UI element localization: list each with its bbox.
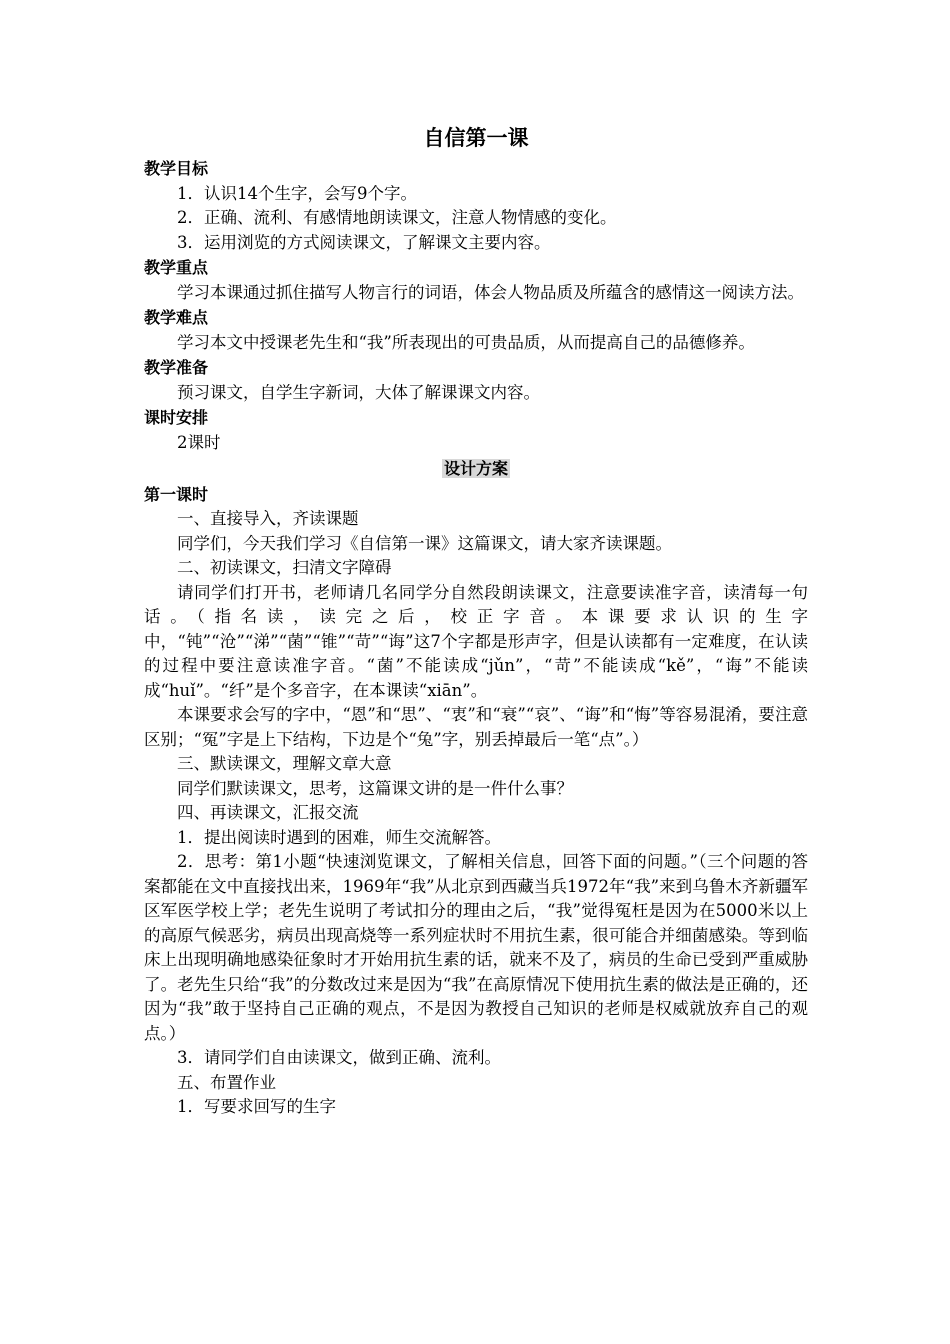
prep-text: 预习课文，自学生字新词，大体了解课课文内容。	[177, 382, 540, 402]
lesson-paragraph: 3．请同学们自由读课文，做到正确、流利。	[177, 1048, 501, 1067]
goal-item: 2．正确、流利、有感情地朗读课文，注意人物情感的变化。	[177, 208, 617, 227]
section-heading-prep: 教学准备	[144, 358, 209, 377]
lesson1-heading: 第一课时	[144, 484, 209, 504]
lesson-paragraph: 1．提出阅读时遇到的困难，师生交流解答。	[177, 827, 501, 847]
document-page	[144, 120, 808, 1120]
section-heading-difficulty: 教学难点	[144, 308, 209, 327]
lesson-paragraph: 二、初读课文，扫清文字障碍	[177, 558, 392, 577]
lesson-paragraph: 2．思考：第1小题“快速浏览课文，了解相关信息，回答下面的问题。”（三个问题的答案都能在文中直接找出来，1969年“我”从北京到西藏当兵1972年“我”来到乌鲁木齐新疆军区军医学校上学；老先生说明了考试扣分的理由之后，“我”觉得冤枉是因为在5000米以上的高原气候恶劣，病员出现高烧等一系列症状时不用抗生素，很可能合并细菌感染。等到临床上出现明确地感染征象时才开始用抗生素的话，就来不及了，病员的生命已受到严重威胁了。老先生只给“我”的分数改过来是因为“我”在高原情况下使用抗生素的做法是正确的，还因为“我”敢于坚持自己正确的观点，不是因为教授自己知识的老师是权威就放弃自己的观点。）	[144, 852, 808, 1043]
difficulty-text: 学习本文中授课老先生和“我”所表现出的可贵品质，从而提高自己的品德修养。	[177, 332, 755, 352]
section-heading-schedule: 课时安排	[144, 408, 209, 427]
lesson-paragraph: 四、再读课文，汇报交流	[177, 803, 359, 822]
lesson-paragraph: 三、默读课文，理解文章大意	[177, 754, 392, 773]
goal-item: 3．运用浏览的方式阅读课文，了解课文主要内容。	[177, 232, 551, 252]
goal-item: 1．认识14个生字，会写9个字。	[177, 183, 417, 203]
lesson-paragraph: 1．写要求回写的生字	[177, 1097, 336, 1116]
design-heading: 设计方案	[443, 459, 508, 478]
schedule-text: 2课时	[177, 432, 221, 452]
lesson-paragraph: 同学们，今天我们学习《自信第一课》这篇课文，请大家齐读课题。	[177, 533, 672, 553]
section-heading-goals: 教学目标	[144, 159, 209, 178]
lesson-paragraph: 同学们默读课文，思考，这篇课文讲的是一件什么事？	[177, 778, 573, 798]
design-heading-wrap	[144, 457, 808, 482]
lesson-paragraph: 五、布置作业	[177, 1072, 276, 1092]
lesson-paragraph: 一、直接导入，齐读课题	[177, 509, 359, 528]
document-title: 自信第一课	[423, 126, 529, 150]
focus-text: 学习本课通过抓住描写人物言行的词语，体会人物品质及所蕴含的感情这一阅读方法。	[177, 282, 804, 302]
section-heading-focus: 教学重点	[144, 258, 209, 277]
lesson-paragraph: 本课要求会写的字中，“恩”和“思”、“衷”和“衰”“哀”、“诲”和“悔”等容易混淆，要注意区别；“冤”字是上下结构，下边是个“兔”字，别丢掉最后一笔“点”。）	[144, 705, 808, 749]
lesson-paragraph: 请同学们打开书，老师请几名同学分自然段朗读课文，注意要读准字音，读清每一句话。（指名读，读完之后，校正字音。本课要求认识的生字中，“钝”“沧”“涕”“菌”“锥”“苛”“诲”这7个字都是形声字，但是认读都有一定难度，在认读的过程中要注意读准字音。“菌”不能读成“jǔn”，“苛”不能读成“kě”，“诲”不能读成“huǐ”。“纤”是个多音字，在本课读“xiān”。	[144, 582, 808, 700]
